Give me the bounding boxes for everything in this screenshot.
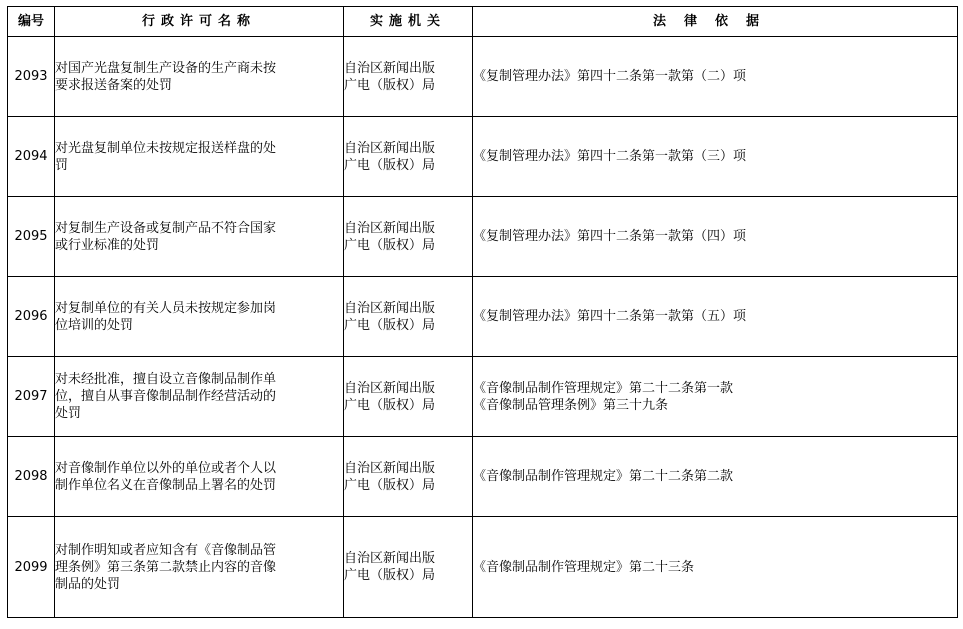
table-row [8,517,958,618]
table-row [8,197,958,277]
table-row [8,277,958,357]
table-header-row [8,7,958,37]
table-row [8,437,958,517]
table-row [8,117,958,197]
legal-basis: 《复制管理办法》第四十二条第一款第（三）项 [473,117,958,197]
agency: 自治区新闻出版 广电（版权）局 [344,437,473,517]
legal-basis: 《复制管理办法》第四十二条第一款第（五）项 [473,277,958,357]
agency: 自治区新闻出版 广电（版权）局 [344,117,473,197]
agency: 自治区新闻出版 广电（版权）局 [344,197,473,277]
permit-name: 对复制生产设备或复制产品不符合国家 或行业标准的处罚 [55,197,344,277]
agency: 自治区新闻出版 广电（版权）局 [344,517,473,618]
row-number: 2099 [8,517,55,618]
row-number: 2095 [8,197,55,277]
legal-basis: 《音像制品制作管理规定》第二十三条 [473,517,958,618]
row-number: 2096 [8,277,55,357]
table-row [8,357,958,437]
agency: 自治区新闻出版 广电（版权）局 [344,277,473,357]
permit-table [7,6,958,618]
legal-basis: 《音像制品制作管理规定》第二十二条第二款 [473,437,958,517]
legal-basis: 《复制管理办法》第四十二条第一款第（二）项 [473,37,958,117]
table-row [8,37,958,117]
permit-name: 对复制单位的有关人员未按规定参加岗 位培训的处罚 [55,277,344,357]
header-permit-name: 行政许可名称 [55,7,344,37]
row-number: 2097 [8,357,55,437]
permit-name: 对音像制作单位以外的单位或者个人以 制作单位名义在音像制品上署名的处罚 [55,437,344,517]
header-agency: 实施机关 [344,7,473,37]
row-number: 2094 [8,117,55,197]
header-legal-basis: 法律依据 [473,7,958,37]
permit-name: 对制作明知或者应知含有《音像制品管 理条例》第三条第二款禁止内容的音像 制品的处罚 [55,517,344,618]
agency: 自治区新闻出版 广电（版权）局 [344,357,473,437]
legal-basis: 《音像制品制作管理规定》第二十二条第一款 《音像制品管理条例》第三十九条 [473,357,958,437]
row-number: 2093 [8,37,55,117]
permit-name: 对未经批准，擅自设立音像制品制作单 位，擅自从事音像制品制作经营活动的 处罚 [55,357,344,437]
header-number: 编号 [8,7,55,37]
permit-name: 对光盘复制单位未按规定报送样盘的处 罚 [55,117,344,197]
legal-basis: 《复制管理办法》第四十二条第一款第（四）项 [473,197,958,277]
permit-name: 对国产光盘复制生产设备的生产商未按 要求报送备案的处罚 [55,37,344,117]
row-number: 2098 [8,437,55,517]
agency: 自治区新闻出版 广电（版权）局 [344,37,473,117]
